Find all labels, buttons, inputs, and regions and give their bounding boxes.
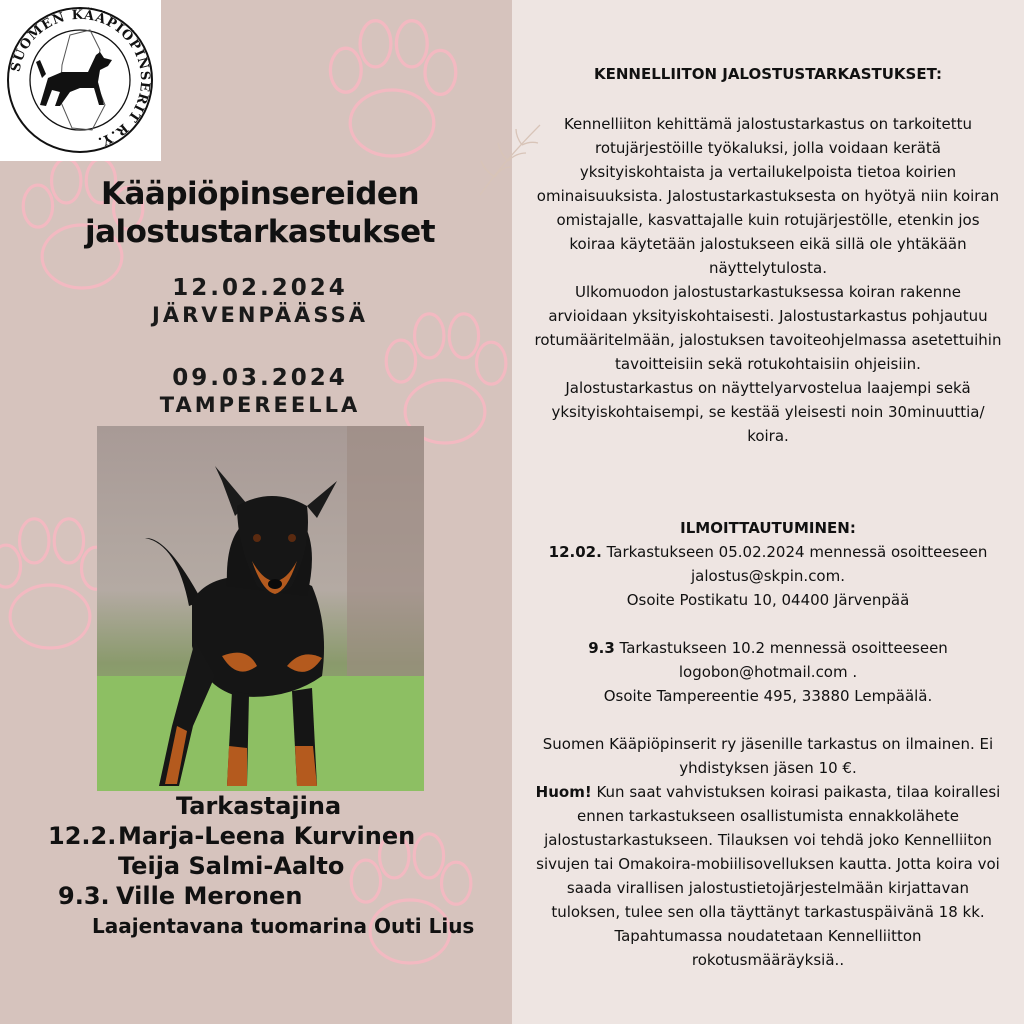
intro-line: koiraa käytetään jalostukseen eikä sillä ole yhtäkään [569, 235, 967, 253]
reg2-address: Osoite Tampereentie 495, 33880 Lempäälä. [603, 687, 933, 705]
event2-place: TAMPEREELLA [159, 393, 361, 417]
note-line: rokotusmääräyksiä.. [691, 951, 845, 969]
fee-line-2: yhdistyksen jäsen 10 €. [679, 759, 857, 777]
title-line-1: Kääpiöpinsereiden [100, 176, 420, 212]
intro-line: rotumääritelmään, jalostuksen tavoiteohjelmassa asetettuihin [534, 331, 1002, 349]
reg1-date: 12.02. [548, 543, 602, 561]
intro-line: omistajalle, kasvattajalle kuin rotujärjestölle, etenkin jos [556, 211, 980, 229]
note-line: sivujen tai Omakoira-mobiilisovelluksen kautta. Jotta koira voi [536, 855, 1000, 873]
intro-line: Ulkomuodon jalostustarkastuksessa koiran rakenne [575, 283, 961, 301]
intro-line: yksityiskohtaisempi, se kestää yleisesti noin 30minuuttia/ [551, 403, 985, 421]
note-line: Tapahtumassa noudatetaan Kennelliitton [614, 927, 922, 945]
note-line: saada virallisen jalostustietojärjestelmään kirjattavan [566, 879, 970, 897]
intro-line: yksityiskohtaista ja vertailukelpoista tietoa koirien [579, 163, 957, 181]
event1-block [60, 274, 460, 328]
note-line: ennen tarkastukseen osallistumista ennakkolähete [576, 807, 960, 825]
note-line: tuloksen, tulee sen olla täyttänyt tarkastuspäivänä 18 kk. [551, 903, 985, 921]
inspector3-date: 9.3. [58, 882, 110, 910]
inspector4-line: Laajentavana tuomarina Outi Lius [92, 914, 475, 938]
reg2-email: logobon@hotmail.com . [678, 663, 858, 681]
intro-text [512, 112, 1024, 448]
intro-line: ominaisuuksista. Jalostustarkastuksesta on hyötyä niin koiran [536, 187, 1000, 205]
intro-line: Kennelliiton kehittämä jalostustarkastus on tarkoitettu [563, 115, 973, 133]
intro-line: Jalostustarkastus on näyttelyarvostelua laajempi sekä [565, 379, 971, 397]
intro-line: tavoitteisiin sekä rotukohtaisiin ohjeisiin. [615, 355, 921, 373]
event2-block [60, 364, 460, 418]
intro-line: arvioidaan yksityiskohtaisesti. Jalostustarkastus pohjautuu [548, 307, 988, 325]
reg2-date: 9.3 [588, 639, 615, 657]
title-line-2: jalostustarkastukset [84, 214, 436, 250]
event1-place: JÄRVENPÄÄSSÄ [152, 303, 368, 327]
intro-line: näyttelytulosta. [708, 259, 827, 277]
event1-date: 12.02.2024 [172, 275, 348, 301]
dog-photo [97, 426, 424, 791]
reg1-text: Tarkastukseen 05.02.2024 mennessä osoitteeseen [601, 543, 988, 561]
inspectors-heading: Tarkastajina [176, 792, 342, 820]
inspector2-name: Teija Salmi-Aalto [118, 852, 345, 880]
heading-registration: ILMOITTAUTUMINEN: [680, 519, 856, 537]
note-label: Huom! [535, 783, 592, 801]
intro-line: rotujärjestöille työkaluksi, jolla voidaan kerätä [595, 139, 941, 157]
reg1-address: Osoite Postikatu 10, 04400 Järvenpää [626, 591, 910, 609]
note-first-line: Kun saat vahvistuksen koirasi paikasta, tilaa koirallesi [591, 783, 1001, 801]
fee-line-1: Suomen Kääpiöpinserit ry jäsenille tarkastus on ilmainen. Ei [542, 735, 994, 753]
logo-ring-text: SUOMEN KÄÄPIÖPINSERIT R.Y. [8, 7, 153, 150]
intro-line: koira. [747, 427, 789, 445]
note-line: jalostustarkastukseen. Tilauksen voi tehdä joko Kennelliiton [544, 831, 992, 849]
club-logo [0, 0, 161, 161]
heading-kennelliitto: KENNELLIITON JALOSTUSTARKASTUKSET: [593, 65, 942, 83]
inspector1-date: 12.2. [48, 822, 117, 850]
inspector3-name: Ville Meronen [116, 882, 303, 910]
reg1-email: jalostus@skpin.com. [691, 567, 845, 585]
registration-section [512, 516, 1024, 972]
event2-date: 09.03.2024 [172, 365, 348, 391]
inspector1-name: Marja-Leena Kurvinen [118, 822, 416, 850]
reg2-text: Tarkastukseen 10.2 mennessä osoitteeseen [614, 639, 948, 657]
